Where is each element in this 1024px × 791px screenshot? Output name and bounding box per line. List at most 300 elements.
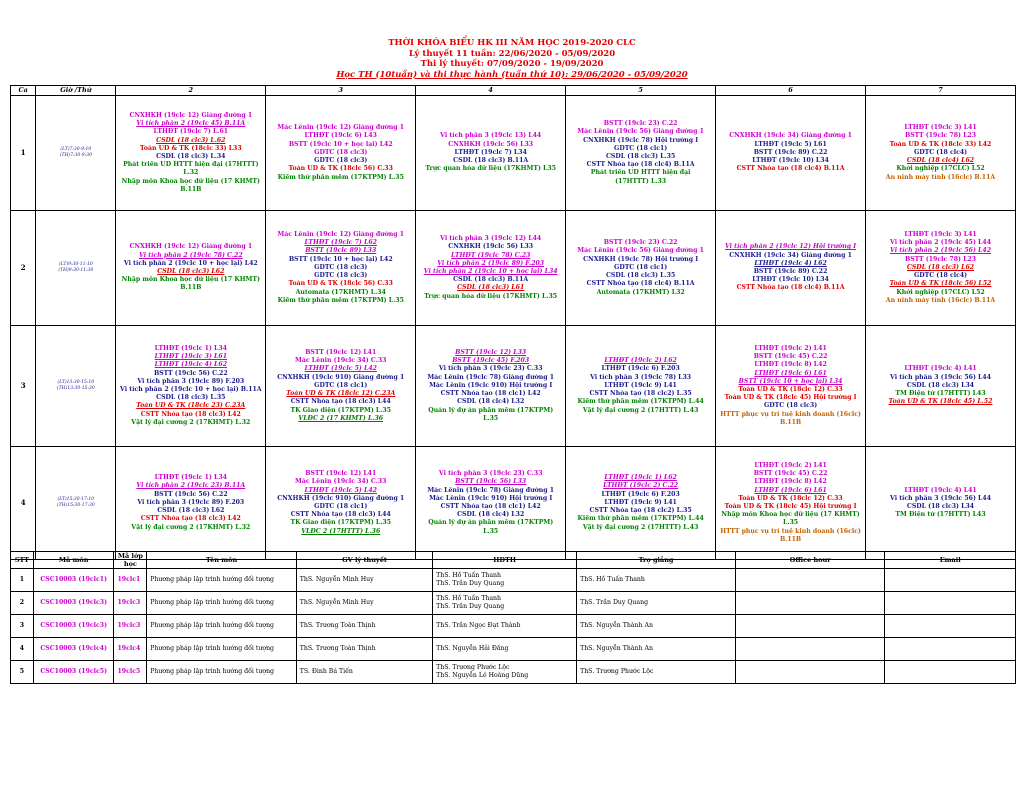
day-cell — [266, 326, 416, 447]
class-entry: Vi tích phân 2 (19clc 12) Hội trường I — [724, 243, 857, 251]
class-entry: L.35 — [783, 519, 799, 527]
class-entry: Mác Lênin (19clc 56) Giảng đường 1 — [577, 128, 704, 136]
class-entry: VLĐC 2 (17HTTT) L.36 — [301, 527, 381, 535]
class-entry: CSDL (18 clc3) L34 — [906, 503, 975, 510]
day-cell — [866, 326, 1016, 447]
class-entry: Khởi nghiệp (17CLC) L52 — [896, 165, 985, 173]
course-table-body — [11, 569, 1016, 684]
class-entry: TK Giao diện (17KTPM) L.35 — [290, 519, 392, 527]
timetable-header-cell: 6 — [716, 86, 866, 96]
timetable-row — [11, 211, 1016, 326]
class-entry: TM Điện tử (17HTTT) L43 — [895, 390, 986, 398]
class-entry: Mác Lênin (19clc 12) Giảng đường 1 — [277, 231, 405, 239]
course-name: Phương pháp lập trình hướng đối tượng — [147, 661, 297, 684]
class-entry: L.32 — [183, 169, 199, 177]
class-entry: Kiểm thử phần mềm (17KTPM) L.44 — [577, 515, 704, 523]
course-class: 19clc1 — [114, 569, 147, 592]
class-entry: CSTT Nhóa tạo (18 clc4) B.11A — [586, 280, 695, 288]
class-entry: CSDL (18 clc3) L.34 — [156, 153, 226, 160]
class-entry: LTHĐT (19clc 1) L34 — [154, 344, 227, 352]
class-entry: CNXHKH (19clc 78) Hội trường I — [583, 136, 699, 144]
class-entry: Vi tích phân 3 (19clc 12) L44 — [440, 235, 542, 243]
lab-instructor: ThS. Trần Ngọc Đạt Thành — [436, 622, 521, 629]
class-entry: Quản lý dự án phần mềm (17KTPM) — [428, 519, 554, 527]
timetable-row — [11, 326, 1016, 447]
class-entry: BSTT (19clc 45) F.203 — [452, 357, 530, 365]
day-cell — [866, 447, 1016, 560]
class-entry: LTHĐT (19clc 2) L41 — [754, 461, 827, 469]
course-class: 19clc3 — [114, 592, 147, 615]
shift-time — [36, 447, 116, 560]
class-entry: BSTT (19clc 89) C.22 — [753, 148, 828, 156]
class-entry: CSDL (18 clc4) L32 — [457, 511, 525, 519]
course-name: Phương pháp lập trình hướng đối tượng — [147, 638, 297, 661]
course-header-cell: HDTH — [433, 552, 577, 569]
course-ta: ThS. Nguyễn Thành An — [577, 615, 736, 638]
shift-time-line: (LT)7:30-9:10 — [60, 147, 92, 152]
timetable-header-cell: 7 — [866, 86, 1016, 96]
class-entry: CSDL (18 clc3) B.11A — [453, 276, 529, 284]
day-cell — [566, 211, 716, 326]
class-entry: GDTC (18 clc3) — [314, 148, 368, 156]
class-entry: CNXHKH (19clc 34) Giảng đường 1 — [729, 132, 852, 140]
course-email — [885, 638, 1016, 661]
course-row — [11, 638, 1016, 661]
class-entry: LTHĐT (19clc 6) L61 — [754, 369, 827, 377]
class-entry: CSDL (18 clc3) L.35 — [156, 394, 226, 402]
class-entry: LTHĐT (19clc 9) L41 — [604, 381, 677, 389]
class-entry: Vi tích phân 3 (19clc 56) L44 — [890, 494, 992, 502]
class-entry: LTHĐT (19clc 3) L61 — [154, 353, 227, 361]
class-entry: L.35 — [483, 527, 499, 535]
class-entry: B.11B — [779, 418, 802, 426]
class-entry: Vi tích phân 2 (19clc 23) B.11A — [136, 482, 246, 490]
class-entry: Vi tích phân 2 (19clc 10 + học lại) L42 — [123, 259, 258, 267]
course-name: Phương pháp lập trình hướng đối tượng — [147, 569, 297, 592]
course-ta: ThS. Trương Phước Lộc — [577, 661, 736, 684]
course-office-hour — [736, 638, 885, 661]
day-cell — [116, 211, 266, 326]
class-entry: LTHĐT (19clc 8) L42 — [754, 478, 827, 486]
class-entry: Toán UD & TK (18clc 56) L52 — [889, 280, 992, 288]
course-lecturer: ThS. Trương Toàn Thịnh — [296, 615, 432, 638]
class-entry: Nhập môn Khoa học dữ liệu (17 KHMT) — [121, 276, 260, 284]
class-entry: Kiểm thử phần mềm (17KTPM) L.35 — [277, 173, 404, 181]
course-lecturer: ThS. Trương Toàn Thịnh — [296, 638, 432, 661]
class-entry: LTHĐT (19clc 2) C.22 — [603, 482, 679, 490]
class-entry: BSTT (19clc 45) C.22 — [753, 353, 828, 361]
course-ta: ThS. Nguyễn Thành An — [577, 638, 736, 661]
shift-time-line: (TH)7:30-9:30 — [59, 153, 92, 158]
class-entry: Trực quan hóa dữ liệu (17KHMT) L35 — [425, 165, 556, 173]
course-stt: 3 — [11, 615, 34, 638]
shift-time-line: (TH)13:30-15:30 — [56, 386, 95, 391]
class-entry: BSTT (19clc 12) L41 — [305, 470, 377, 478]
class-entry: CNXHKH (19clc 56) L33 — [448, 243, 534, 251]
class-entry: Khởi nghiệp (17CLC) L52 — [896, 288, 985, 296]
day-cell — [866, 211, 1016, 326]
class-entry: BSTT (19clc 10 + học lại) L34 — [738, 377, 843, 385]
class-entry: CSTT Nhóa tạo (18 clc3) L44 — [290, 398, 391, 406]
class-entry: LTHĐT (19clc 7) L34 — [454, 148, 527, 156]
class-entry: TM Điện tử (17HTTT) L43 — [895, 511, 986, 519]
timetable — [10, 85, 1016, 560]
course-lab-instructors — [433, 661, 577, 684]
class-entry: BSTT (19clc 78) L23 — [904, 132, 977, 140]
day-cell — [266, 211, 416, 326]
course-table — [10, 551, 1016, 684]
timetable-row — [11, 96, 1016, 211]
shift-number: 3 — [11, 326, 36, 447]
class-entry: LTHĐT (19clc 5) L42 — [304, 486, 377, 494]
course-lecturer: ThS. Nguyễn Minh Huy — [296, 569, 432, 592]
class-entry: LTHĐT (19clc 3) L41 — [904, 124, 977, 132]
class-entry: GDTC (18 clc3) — [314, 263, 368, 271]
shift-time-line: (LT)15:30-17:10 — [57, 497, 95, 502]
class-entry: BSTT (19clc 56) C.22 — [153, 490, 228, 498]
class-entry: Toán UD & TK (18clc 12) C.33 — [738, 386, 843, 393]
class-entry: HTTT phục vụ trí tuệ kinh doanh (16clc) — [720, 410, 861, 418]
class-entry: Kiểm thử phần mềm (17KTPM) L.44 — [577, 398, 704, 406]
theory-period: Lý thuyết 11 tuần: 22/06/2020 - 05/09/2020 — [408, 48, 616, 59]
course-row — [11, 615, 1016, 638]
class-entry: Vật lý đại cương 2 (17HTTT) L.43 — [582, 523, 699, 531]
class-entry: GDTC (18 clc4) — [913, 272, 968, 280]
class-entry: BSTT (19clc 45) C.22 — [753, 470, 828, 478]
class-entry: Vi tích phân 2 (19clc 56) L42 — [890, 247, 992, 255]
course-header-cell: STT — [11, 552, 34, 569]
day-cell — [266, 447, 416, 560]
course-ta: ThS. Trần Duy Quang — [577, 592, 736, 615]
timetable-header-row — [11, 86, 1016, 96]
class-entry: VLĐC 2 (17 KHMT) L.36 — [298, 414, 384, 422]
exam-period: Thi lý thuyết: 07/09/2020 - 19/09/2020 — [420, 59, 604, 69]
class-entry: CSDL (18 clc3) L34 — [906, 381, 975, 389]
day-cell — [416, 326, 566, 447]
class-entry: BSTT (19clc 23) C.22 — [603, 120, 678, 128]
day-cell — [716, 96, 866, 211]
class-entry: CSDL (18 clc3) L62 — [157, 268, 225, 275]
class-entry: GDTC (18 clc1) — [614, 263, 668, 271]
day-cell — [566, 96, 716, 211]
class-entry: HTTT phục vụ trí tuệ kinh doanh (16clc) — [720, 527, 861, 535]
class-entry: Quản lý dự án phần mềm (17KTPM) — [428, 406, 554, 414]
class-entry: GDTC (18 clc3) — [314, 272, 368, 280]
class-entry: Vi tích phân 3 (19clc 78) L33 — [590, 373, 692, 381]
class-entry: CSTT Nhóa tạo (18 clc1) L42 — [440, 390, 541, 398]
lab-instructor: ThS. Nguyễn Lê Hoàng Dũng — [436, 672, 529, 679]
timetable-header-cell: Ca — [11, 86, 36, 96]
class-entry: LTHĐT (19clc 1) L34 — [154, 474, 227, 482]
class-entry: Vi tích phân 3 (19clc 89) F.203 — [137, 377, 245, 385]
class-entry: LTHĐT (19clc 7) L.61 — [153, 128, 229, 136]
course-row — [11, 569, 1016, 592]
class-entry: CSDL (18 clc3) L61 — [457, 284, 525, 292]
course-class: 19clc5 — [114, 661, 147, 684]
lab-instructor: ThS. Trần Duy Quang — [436, 603, 505, 610]
day-cell — [866, 96, 1016, 211]
class-entry: GDTC (18 clc1) — [314, 503, 368, 510]
shift-time-line: (TH)15:30-17:30 — [56, 503, 95, 508]
shift-time-line: (LT)9:30-11:10 — [58, 262, 93, 267]
schedule-title: THỜI KHÓA BIỂU HK III NĂM HỌC 2019-2020 CLC — [388, 38, 636, 48]
shift-time — [36, 326, 116, 447]
course-class: 19clc3 — [114, 615, 147, 638]
timetable-header-cell: 3 — [266, 86, 416, 96]
class-entry: Mác Lênin (19clc 910) Hội trường I — [429, 494, 553, 502]
class-entry: CSDL (18 clc3) B.11A — [453, 157, 529, 165]
course-stt: 2 — [11, 592, 34, 615]
class-entry: LTHĐT (19clc 10) L34 — [752, 157, 829, 165]
class-entry: LTHĐT (19clc 6) F.203 — [601, 365, 680, 373]
class-entry: CSTT Nhóa tạo (18 clc4) B.11A — [586, 161, 695, 169]
class-entry: Vi tích phân 3 (19clc 23) C.33 — [438, 365, 543, 373]
class-entry: B.11B — [180, 284, 202, 292]
class-entry: LTHĐT (19clc 78) C.23 — [451, 251, 531, 259]
course-row — [11, 592, 1016, 615]
class-entry: Mác Lênin (19clc 78) Giảng đường 1 — [427, 486, 555, 494]
class-entry: CSDL (18 clc3) L62 — [157, 507, 225, 515]
class-entry: BSTT (19clc 56) C.22 — [153, 369, 228, 377]
class-entry: LTHĐT (19clc 6) F.203 — [601, 490, 680, 498]
class-entry: Vi tích phân 2 (19clc 10 + học lại) B.11A — [120, 386, 262, 393]
day-cell — [116, 96, 266, 211]
class-entry: Toán UD & TK (18clc 45) L.52 — [888, 398, 993, 406]
class-entry: CNXHKH (19clc 56) L33 — [448, 140, 534, 148]
course-name: Phương pháp lập trình hướng đối tượng — [147, 615, 297, 638]
course-email — [885, 569, 1016, 592]
class-entry: GDTC (18 clc1) — [314, 381, 368, 389]
class-entry: CSTT Nhóa tạo (18 clc4) B.11A — [736, 165, 845, 173]
class-entry: Toán UD & TK (18clc 12) C.33 — [738, 494, 843, 502]
course-header-row — [11, 552, 1016, 569]
class-entry: B.11B — [180, 185, 202, 193]
timetable-row — [11, 447, 1016, 560]
course-lab-instructors — [433, 638, 577, 661]
class-entry: CNXHKH (19clc 12) Giảng đường 1 — [129, 111, 253, 119]
class-entry: CSTT Nhóa tạo (18 clc2) L.35 — [589, 390, 692, 398]
class-entry: GDTC (18 clc1) — [614, 144, 668, 152]
class-entry: GDTC (18 clc3) — [763, 402, 818, 410]
class-entry: Vi tích phân 3 (19clc 89) F.203 — [137, 498, 245, 506]
course-email — [885, 661, 1016, 684]
day-cell — [566, 447, 716, 560]
course-header-cell: Office hour — [736, 552, 885, 569]
class-entry: LTHĐT (19clc 2) L62 — [604, 357, 677, 365]
class-entry: LTHĐT (19clc 5) L61 — [754, 140, 827, 148]
class-entry: LTHĐT (19clc 4) L62 — [154, 361, 227, 369]
timetable-header-cell: 4 — [416, 86, 566, 96]
class-entry: Toán UD & TK (18clc 56) C.33 — [288, 280, 393, 288]
day-cell — [416, 447, 566, 560]
class-entry: Vi tích phân 2 (19clc 45) L44 — [890, 239, 992, 247]
class-entry: BSTT (19clc 12) L41 — [305, 349, 377, 357]
class-entry: Nhập môn Khoa học dữ liệu (17 KHMT) — [721, 511, 860, 519]
course-email — [885, 615, 1016, 638]
timetable-header-cell: 2 — [116, 86, 266, 96]
class-entry: BSTT (19clc 23) C.22 — [603, 239, 678, 247]
class-entry: Vật lý đại cương 2 (17KHMT) L.32 — [131, 523, 251, 531]
class-entry: Nhập môn Khoa học dữ liệu (17 KHMT) — [121, 177, 260, 185]
day-cell — [716, 447, 866, 560]
class-entry: Phát triển UD HTTT hiện đại — [590, 169, 691, 177]
course-header-cell: Email — [885, 552, 1016, 569]
class-entry: CNXHKH (19clc 910) Giảng đường 1 — [277, 373, 405, 381]
course-stt: 5 — [11, 661, 34, 684]
class-entry: BSTT (19clc 78) L23 — [904, 255, 977, 263]
class-entry: BSTT (19clc 10 + học lại) L42 — [288, 140, 393, 148]
timetable-body — [11, 96, 1016, 560]
day-cell — [566, 326, 716, 447]
class-entry: LTHĐT (19clc 6) L43 — [304, 132, 377, 140]
course-header-cell: Mã lớp học — [114, 552, 147, 569]
class-entry: Toán UD & TK (18clc 23) C.23A — [136, 402, 246, 410]
course-code: CSC10003 (19clc4) — [33, 638, 114, 661]
class-entry: Toán UD & TK (18clc 33) L42 — [889, 140, 992, 148]
class-entry: LTHĐT (19clc 10) L34 — [752, 276, 829, 284]
class-entry: CSDL (18 clc3) L62 — [906, 263, 975, 271]
class-entry: Vật lý đại cương 2 (17KHMT) L.32 — [131, 418, 251, 426]
course-code: CSC10003 (19clc3) — [33, 592, 114, 615]
class-entry: Mác Lênin (19clc 910) Hội trường I — [429, 381, 553, 389]
class-entry: Vi tích phân 3 (19clc 13) L44 — [440, 132, 542, 140]
class-entry: Automata (17KHMT) L32 — [596, 288, 685, 296]
class-entry: CSTT Nhóa tạo (18 clc3) L42 — [140, 515, 241, 523]
day-cell — [116, 447, 266, 560]
class-entry: Toán UD & TK (18clc 45) Hội trường I — [724, 503, 857, 510]
class-entry: TK Giao diện (17KTPM) L.35 — [290, 406, 392, 414]
class-entry: CNXHKH (19clc 34) Giảng đường 1 — [729, 251, 852, 259]
lab-instructor: ThS. Hồ Tuấn Thanh — [436, 595, 501, 602]
class-entry: Automata (17KHMT) L.34 — [295, 288, 386, 296]
class-entry: LTHĐT (19clc 2) L41 — [754, 344, 827, 352]
class-entry: CSTT Nhóa tạo (18 clc4) B.11A — [736, 284, 845, 292]
lab-instructor: ThS. Trần Duy Quang — [436, 580, 505, 587]
course-code: CSC10003 (19clc5) — [33, 661, 114, 684]
document-header — [0, 38, 1024, 80]
class-entry: Toán UD & TK (18clc 33) L33 — [139, 144, 242, 152]
course-stt: 4 — [11, 638, 34, 661]
lab-instructor: ThS. Nguyễn Hải Đăng — [436, 645, 509, 652]
class-entry: Vi tích phân 3 (19clc 23) C.33 — [438, 470, 543, 478]
class-entry: LTHĐT (19clc 4) L62 — [754, 259, 827, 267]
day-cell — [116, 326, 266, 447]
class-entry: Vật lý đại cương 2 (17HTTT) L.43 — [582, 406, 699, 414]
class-entry: BSTT (19clc 56) L33 — [455, 478, 527, 486]
class-entry: LTHĐT (19clc 4) L41 — [904, 365, 977, 373]
class-entry: Mác Lênin (19clc 78) Giảng đường 1 — [427, 373, 555, 381]
class-entry: LTHĐT (19clc 8) L42 — [754, 361, 827, 369]
shift-time-line: (LT)13:30-15:10 — [57, 380, 95, 385]
course-header-cell: Tên môn — [147, 552, 297, 569]
course-class: 19clc4 — [114, 638, 147, 661]
class-entry: (17HTTT) L.33 — [615, 177, 667, 185]
course-name: Phương pháp lập trình hướng đối tượng — [147, 592, 297, 615]
class-entry: Mác Lênin (19clc 56) Giảng đường 1 — [577, 247, 704, 255]
class-entry: CSDL (18 clc3) L.62 — [156, 136, 226, 144]
class-entry: BSTT (19clc 89) C.22 — [753, 268, 828, 275]
class-entry: CSDL (18 clc4) L62 — [906, 157, 975, 165]
shift-time — [36, 96, 116, 211]
course-lab-instructors — [433, 615, 577, 638]
course-header-cell: GV lý thuyết — [296, 552, 432, 569]
class-entry: Phát triển UD HTTT hiện đại (17HTTT) — [123, 161, 259, 169]
class-entry: An ninh máy tính (16clc) B.11A — [885, 296, 996, 304]
course-lab-instructors — [433, 592, 577, 615]
course-office-hour — [736, 569, 885, 592]
class-entry: An ninh máy tính (16clc) B.11A — [885, 173, 996, 181]
class-entry: CNXHKH (19clc 78) Hội trường I — [583, 255, 699, 263]
class-entry: LTHĐT (19clc 4) L41 — [904, 486, 977, 494]
class-entry: GDTC (18 clc4) — [913, 148, 968, 156]
class-entry: Vi tích phân 2 (19clc 10 + học lại) L34 — [423, 268, 558, 275]
course-code: CSC10003 (19clc3) — [33, 615, 114, 638]
course-email — [885, 592, 1016, 615]
course-office-hour — [736, 615, 885, 638]
class-entry: GDTC (18 clc3) — [314, 157, 368, 165]
class-entry: CSDL (18 clc3) L.35 — [605, 153, 676, 160]
shift-number: 1 — [11, 96, 36, 211]
class-entry: BSTT (19clc 89) L33 — [305, 247, 377, 255]
course-row — [11, 661, 1016, 684]
course-ta: ThS. Hồ Tuấn Thanh — [577, 569, 736, 592]
class-entry: CSTT Nhóa tạo (18 clc1) L42 — [440, 503, 541, 510]
class-entry: LTHĐT (19clc 7) L62 — [304, 239, 377, 247]
class-entry: L.35 — [483, 414, 499, 422]
class-entry: BSTT (19clc 10 + học lại) L42 — [288, 255, 393, 263]
class-entry: LTHĐT (19clc 3) L41 — [904, 231, 977, 239]
class-entry: CNXHKH (19clc 910) Giảng đường 1 — [277, 494, 405, 502]
class-entry: LTHĐT (19clc 6) L61 — [754, 486, 827, 494]
lab-instructor: ThS. Hồ Tuấn Thanh — [436, 572, 501, 579]
course-lecturer: TS. Đinh Bá Tiến — [296, 661, 432, 684]
class-entry: CSTT Nhóa tạo (18 clc3) L42 — [140, 410, 241, 418]
class-entry: Trực quan hóa dữ liệu (17KHMT) L.35 — [424, 292, 558, 300]
class-entry: Mác Lênin (19clc 12) Giảng đường 1 — [277, 124, 405, 132]
day-cell — [716, 211, 866, 326]
timetable-header-cell: Giờ /Thứ — [36, 86, 116, 96]
class-entry: CNXHKH (19clc 12) Giảng đường 1 — [129, 243, 253, 251]
class-entry: Mác Lênin (19clc 34) C.33 — [295, 478, 387, 486]
course-stt: 1 — [11, 569, 34, 592]
class-entry: Vi tích phân 2 (19clc 78) C.22 — [139, 251, 243, 259]
day-cell — [266, 96, 416, 211]
class-entry: LTHĐT (19clc 1) L62 — [604, 474, 677, 482]
course-office-hour — [736, 592, 885, 615]
practice-period: Học TH (10tuần) và thi thực hành (tuần thứ 10): 29/06/2020 - 05/09/2020 — [336, 69, 688, 80]
class-entry: CSTT Nhóa tạo (18 clc3) L44 — [290, 511, 391, 519]
day-cell — [716, 326, 866, 447]
class-entry: CSDL (18 clc4) L32 — [457, 398, 525, 406]
class-entry: BSTT (19clc 12) L33 — [455, 349, 527, 357]
shift-time — [36, 211, 116, 326]
class-entry: LTHĐT (19clc 5) L42 — [304, 365, 377, 373]
course-lecturer: ThS. Nguyễn Minh Huy — [296, 592, 432, 615]
day-cell — [416, 96, 566, 211]
class-entry: Vi tích phân 2 (19clc 45) B.11A — [136, 120, 246, 128]
class-entry: Mác Lênin (19clc 34) C.33 — [295, 357, 387, 365]
class-entry: LTHĐT (19clc 9) L41 — [604, 498, 677, 506]
course-lab-instructors — [433, 569, 577, 592]
class-entry: CSDL (18 clc3) L.35 — [605, 272, 676, 280]
class-entry: CSTT Nhóa tạo (18 clc2) L.35 — [589, 507, 692, 515]
course-header-cell: Mã môn — [33, 552, 114, 569]
course-code: CSC10003 (19clc1) — [33, 569, 114, 592]
class-entry: Kiểm thử phần mềm (17KTPM) L.35 — [277, 296, 404, 304]
day-cell — [416, 211, 566, 326]
lab-instructor: ThS. Trương Phước Lộc — [436, 664, 510, 671]
course-header-cell: Trợ giảng — [577, 552, 736, 569]
